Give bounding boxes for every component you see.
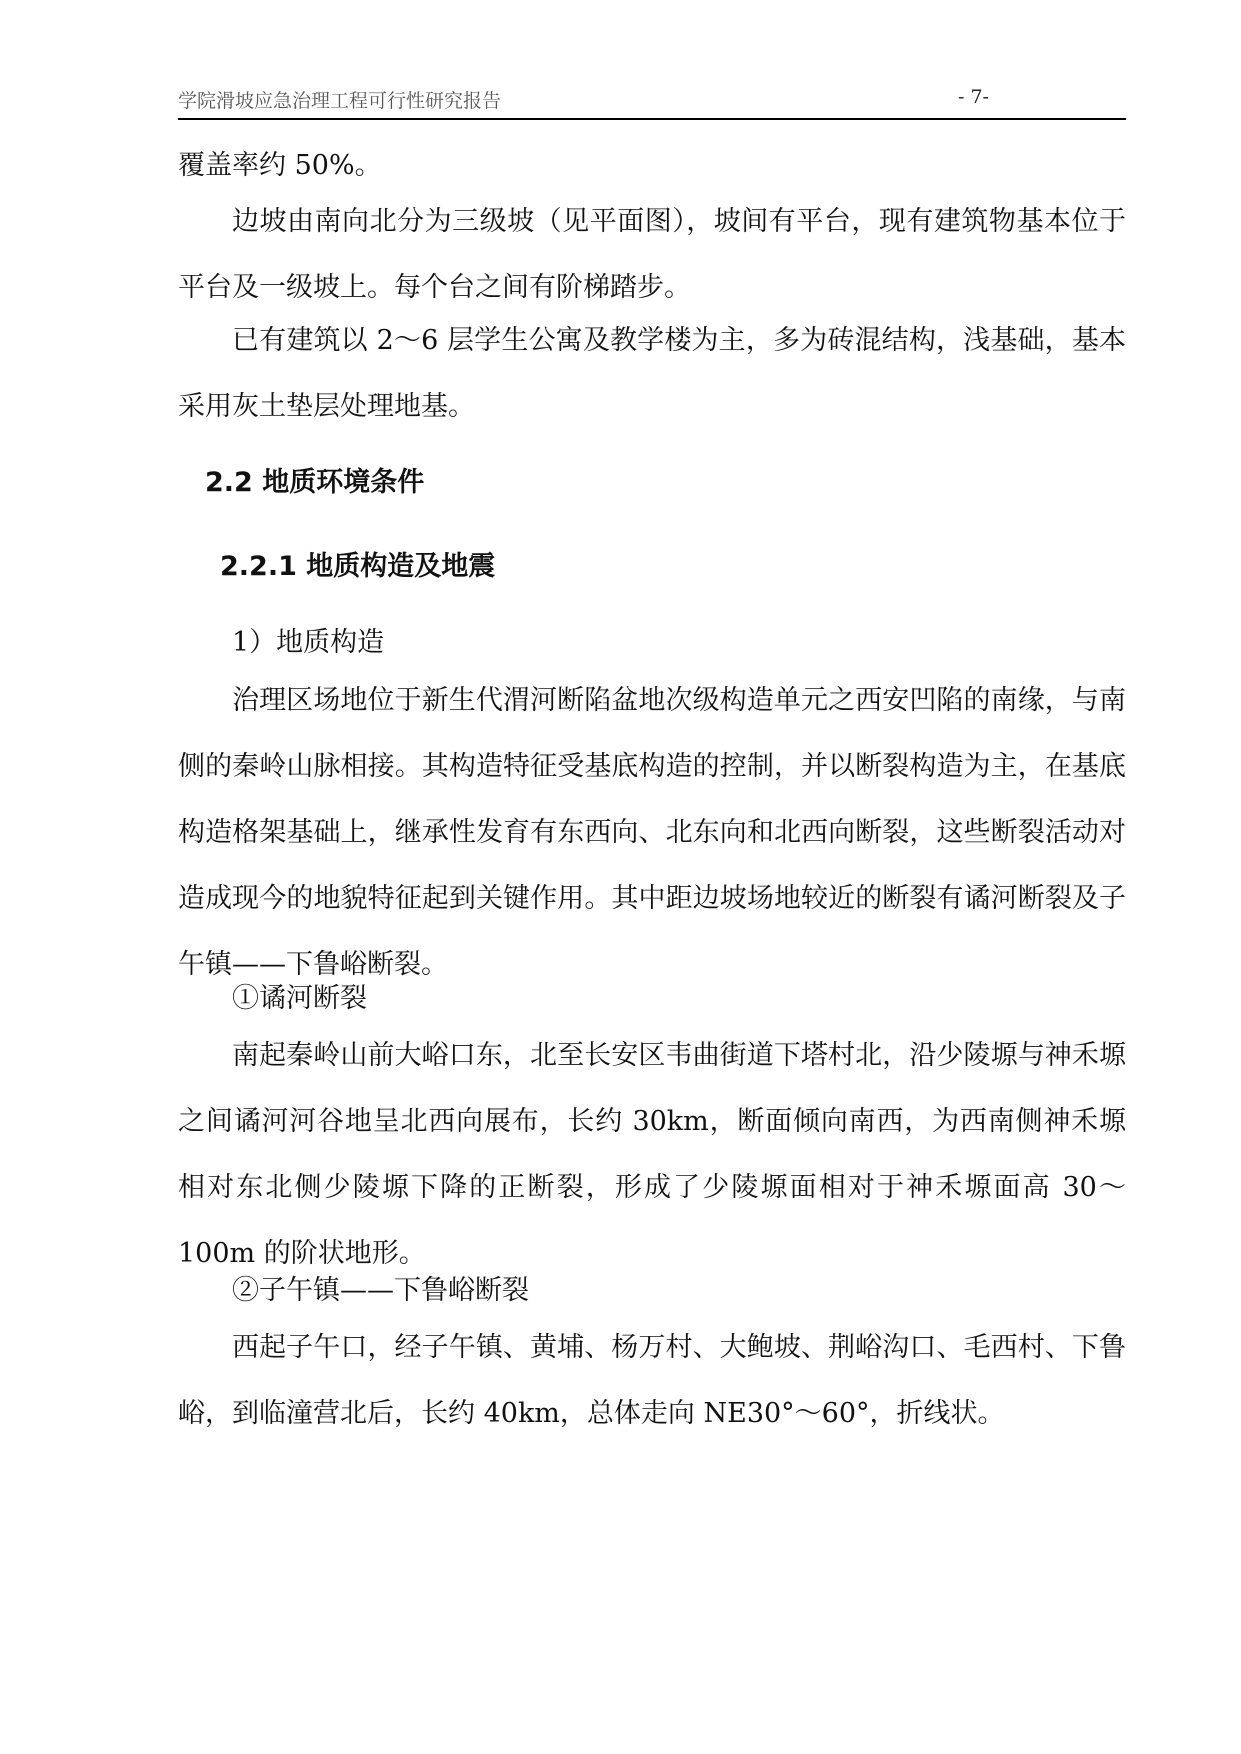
paragraph-coverage: 覆盖率约 50%。	[178, 150, 382, 181]
header-title: 学院滑坡应急治理工程可行性研究报告	[178, 90, 502, 112]
fault2-title: ②子午镇——下鲁峪断裂	[232, 1275, 529, 1306]
section-heading: 2.2 地质环境条件	[205, 467, 425, 498]
item-heading: 1）地质构造	[232, 627, 385, 658]
fault2-text: 西起子午口，经子午镇、黄埔、杨万村、大鲍坡、荆峪沟口、毛西村、下鲁峪，到临潼营北后，长约 40km，总体走向 NE30°～60°，折线状。	[178, 1332, 1126, 1429]
paragraph-slope-levels: 边坡由南向北分为三级坡（见平面图），坡间有平台，现有建筑物基本位于平台及一级坡上。每个台之间有阶梯踏步。	[178, 206, 1126, 303]
page-header	[178, 86, 1126, 120]
page-number: - 7-	[958, 86, 989, 108]
fault1-text: 南起秦岭山前大峪口东，北至长安区韦曲街道下塔村北，沿少陵塬与神禾塬之间谲河河谷地呈北西向展布，长约 30km，断面倾向南西，为西南侧神禾塬相对东北侧少陵塬下降的正断裂，形成了少陵塬面相对于神禾塬面高 30～100m 的阶状地形。	[178, 1040, 1126, 1269]
paragraph-buildings: 已有建筑以 2～6 层学生公寓及教学楼为主，多为砖混结构，浅基础，基本采用灰土垫层处理地基。	[178, 325, 1126, 422]
subsection-heading: 2.2.1 地质构造及地震	[220, 551, 496, 582]
paragraph-geologic-structure: 治理区场地位于新生代渭河断陷盆地次级构造单元之西安凹陷的南缘，与南侧的秦岭山脉相接。其构造特征受基底构造的控制，并以断裂构造为主，在基底构造格架基础上，继承性发育有东西向、北东向和北西向断裂，这些断裂活动对造成现今的地貌特征起到关键作用。其中距边坡场地较近的断裂有谲河断裂及子午镇——下鲁峪断裂。	[178, 685, 1126, 980]
fault1-title: ①谲河断裂	[232, 983, 367, 1014]
